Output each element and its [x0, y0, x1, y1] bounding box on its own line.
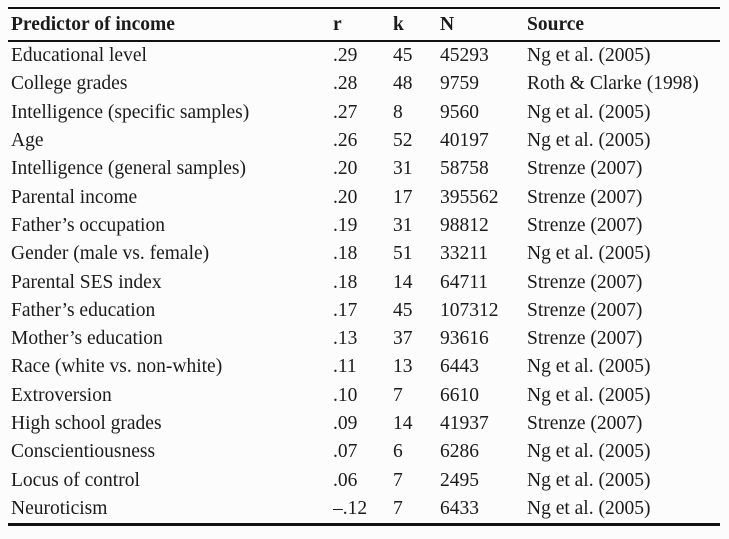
cell-predictor: Parental SES index	[11, 271, 162, 293]
cell-r: .07	[333, 441, 358, 463]
cell-n: 33211	[440, 243, 489, 265]
cell-k: 31	[393, 158, 413, 180]
table-row	[8, 99, 720, 127]
cell-r: .20	[333, 186, 358, 208]
cell-r: .11	[333, 356, 357, 378]
cell-predictor: Gender (male vs. female)	[11, 243, 210, 265]
cell-source: Ng et al. (2005)	[527, 45, 651, 67]
table-row	[8, 297, 720, 325]
cell-predictor: Locus of control	[11, 469, 140, 491]
cell-n: 107312	[440, 299, 499, 321]
cell-r: .18	[333, 271, 358, 293]
table-row	[8, 155, 720, 183]
cell-source: Ng et al. (2005)	[527, 384, 651, 406]
cell-r: .18	[333, 243, 358, 265]
table-row	[8, 240, 720, 268]
cell-n: 6433	[440, 497, 479, 519]
cell-source: Strenze (2007)	[527, 299, 643, 321]
cell-n: 395562	[440, 186, 499, 208]
cell-n: 9560	[440, 101, 479, 123]
cell-source: Strenze (2007)	[527, 328, 643, 350]
cell-r: .10	[333, 384, 358, 406]
cell-r: .29	[333, 45, 358, 67]
header-source: Source	[527, 8, 720, 41]
cell-predictor: Intelligence (specific samples)	[11, 101, 250, 123]
cell-k: 6	[393, 441, 403, 463]
cell-k: 8	[393, 101, 403, 123]
cell-predictor: Neuroticism	[11, 497, 108, 519]
cell-predictor: Parental income	[11, 186, 138, 208]
cell-predictor: Race (white vs. non-white)	[11, 356, 223, 378]
table-row	[8, 41, 720, 70]
cell-predictor: Educational level	[11, 45, 147, 67]
cell-n: 2495	[440, 469, 479, 491]
cell-r: .09	[333, 413, 358, 434]
cell-n: 6443	[440, 356, 479, 378]
cell-n: 64711	[440, 271, 489, 293]
table-header	[8, 8, 720, 41]
cell-source: Strenze (2007)	[527, 271, 643, 293]
cell-source: Ng et al. (2005)	[527, 356, 651, 378]
cell-source: Ng et al. (2005)	[527, 469, 651, 491]
table-row	[8, 183, 720, 211]
cell-r: .26	[333, 130, 358, 152]
table-row	[8, 212, 720, 240]
cell-r: –.12	[333, 497, 368, 519]
cell-r: .28	[333, 73, 358, 95]
table-row	[8, 495, 720, 525]
cell-k: 7	[393, 497, 403, 519]
table-row	[8, 410, 720, 438]
cell-k: 31	[393, 214, 413, 236]
cell-source: Ng et al. (2005)	[527, 441, 651, 463]
cell-source: Roth & Clarke (1998)	[527, 73, 699, 95]
cell-predictor: High school grades	[11, 413, 162, 434]
cell-k: 37	[393, 328, 413, 350]
cell-predictor: Intelligence (general samples)	[11, 158, 246, 180]
cell-n: 9759	[440, 73, 479, 95]
header-n: N	[440, 8, 527, 41]
cell-source: Ng et al. (2005)	[527, 101, 651, 123]
cell-k: 14	[393, 271, 413, 293]
cell-n: 40197	[440, 130, 489, 152]
table-row	[8, 466, 720, 494]
cell-source: Strenze (2007)	[527, 158, 643, 180]
cell-n: 45293	[440, 45, 489, 67]
cell-r: .27	[333, 101, 358, 123]
cell-n: 6286	[440, 441, 479, 463]
cell-predictor: Father’s occupation	[11, 214, 165, 236]
table-row	[8, 353, 720, 381]
header-k: k	[393, 8, 440, 41]
cell-k: 51	[393, 243, 413, 265]
table-row	[8, 382, 720, 410]
header-row	[8, 8, 720, 41]
cell-predictor: Conscientiousness	[11, 441, 156, 463]
cell-k: 14	[393, 413, 413, 434]
cell-r: .13	[333, 328, 358, 350]
cell-k: 13	[393, 356, 413, 378]
cell-k: 45	[393, 45, 413, 67]
table-row	[8, 70, 720, 98]
cell-predictor: Age	[11, 130, 44, 152]
cell-k: 45	[393, 299, 413, 321]
cell-source: Ng et al. (2005)	[527, 130, 651, 152]
cell-r: .06	[333, 469, 358, 491]
cell-source: Strenze (2007)	[527, 214, 643, 236]
header-r: r	[333, 8, 393, 41]
cell-n: 98812	[440, 214, 489, 236]
cell-source: Strenze (2007)	[527, 413, 643, 434]
cell-k: 7	[393, 384, 403, 406]
cell-n: 41937	[440, 413, 489, 434]
header-predictor: Predictor of income	[8, 8, 333, 41]
cell-predictor: Extroversion	[11, 384, 112, 406]
table-row	[8, 268, 720, 296]
cell-predictor: College grades	[11, 73, 128, 95]
table-body	[8, 41, 720, 525]
cell-r: .20	[333, 158, 358, 180]
cell-source: Ng et al. (2005)	[527, 243, 651, 265]
table-row	[8, 127, 720, 155]
cell-r: .19	[333, 214, 358, 236]
cell-n: 58758	[440, 158, 489, 180]
cell-predictor: Mother’s education	[11, 328, 163, 350]
cell-k: 52	[393, 130, 413, 152]
cell-k: 17	[393, 186, 413, 208]
cell-k: 48	[393, 73, 413, 95]
predictors-of-income-table	[8, 7, 720, 526]
table-row	[8, 325, 720, 353]
cell-source: Strenze (2007)	[527, 186, 643, 208]
cell-r: .17	[333, 299, 358, 321]
cell-n: 6610	[440, 384, 479, 406]
cell-n: 93616	[440, 328, 489, 350]
cell-k: 7	[393, 469, 403, 491]
table-row	[8, 438, 720, 466]
cell-source: Ng et al. (2005)	[527, 497, 651, 519]
cell-predictor: Father’s education	[11, 299, 156, 321]
